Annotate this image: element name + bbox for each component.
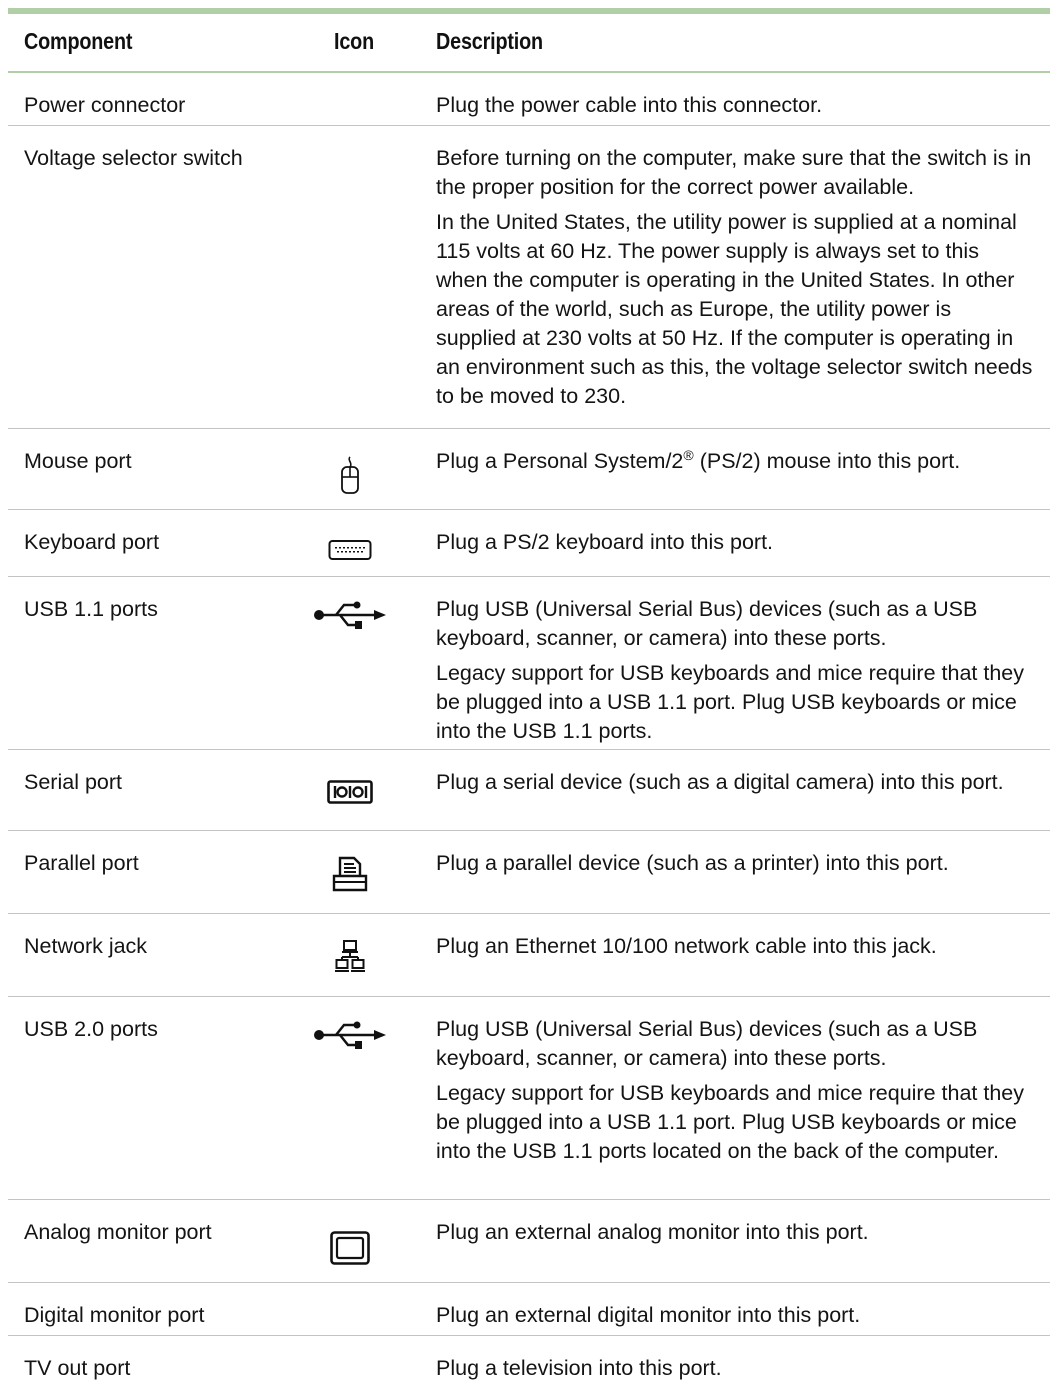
component-name: Digital monitor port <box>24 1303 205 1327</box>
table-row-serial-port <box>8 750 1050 831</box>
component-name: USB 2.0 ports <box>24 1017 158 1041</box>
description-text: Plug a parallel device (such as a printer) into this port. <box>436 851 949 875</box>
description-text: Plug an external analog monitor into this port. <box>436 1220 869 1244</box>
table-row-usb-1-1-ports <box>8 577 1050 750</box>
usb-icon <box>304 1015 396 1055</box>
description-text: Plug the power cable into this connector. <box>436 93 823 117</box>
component-name: Network jack <box>24 934 148 958</box>
table-row-usb-2-0-ports <box>8 997 1050 1200</box>
component-name: Power connector <box>24 93 186 117</box>
table-row-power-connector <box>8 73 1050 126</box>
table-row-digital-monitor-port <box>8 1283 1050 1336</box>
description-text: Before turning on the computer, make sure that the switch is in the proper position for the correct power available. <box>436 146 1032 199</box>
table-row-parallel-port <box>8 831 1050 914</box>
description-text: Plug a PS/2 keyboard into this port. <box>436 530 774 554</box>
component-name: Mouse port <box>24 449 132 473</box>
table-row-mouse-port <box>8 429 1050 510</box>
component-name: TV out port <box>24 1356 131 1380</box>
component-description <box>436 932 1036 967</box>
component-name: Keyboard port <box>24 530 160 554</box>
component-name: Serial port <box>24 770 122 794</box>
header-description: Description <box>436 28 543 54</box>
component-name: Parallel port <box>24 851 139 875</box>
component-description <box>436 91 1036 126</box>
description-text: Plug an external digital monitor into this port. <box>436 1303 861 1327</box>
usb-icon <box>304 595 396 635</box>
component-description <box>436 768 1036 803</box>
description-text: Plug USB (Universal Serial Bus) devices (such as a USB keyboard, scanner, or camera) into these ports. <box>436 597 978 650</box>
table-row-network-jack <box>8 914 1050 997</box>
header-icon: Icon <box>334 28 374 54</box>
component-description <box>436 1354 1036 1389</box>
component-name: Voltage selector switch <box>24 146 243 170</box>
component-description <box>436 528 1036 563</box>
component-description <box>436 1218 1036 1253</box>
mouse-icon <box>304 453 396 497</box>
component-description <box>436 849 1036 884</box>
description-text: Plug USB (Universal Serial Bus) devices (such as a USB keyboard, scanner, or camera) into these ports. <box>436 1017 978 1070</box>
table-header-row <box>8 16 1050 73</box>
table-row-voltage-selector <box>8 126 1050 429</box>
description-text: In the United States, the utility power is supplied at a nominal 115 volts at 60 Hz. The power supply is always set to this when the computer is operating in the United States. In other areas of the world, such as Europe, the utility power is supplied at 230 volts at 50 Hz. If the computer is operating in an environment such as this, the voltage selector switch needs to be moved to 230. <box>436 210 1033 408</box>
table-row-tv-out-port <box>8 1336 1050 1388</box>
description-text: Plug a serial device (such as a digital camera) into this port. <box>436 770 1004 794</box>
component-description <box>436 447 1036 482</box>
description-text: Legacy support for USB keyboards and mice require that they be plugged into a USB 1.1 port. Plug USB keyboards or mice into the USB 1.1 ports. <box>436 661 1024 743</box>
component-description <box>436 144 1036 417</box>
description-text: Plug a Personal System/2® (PS/2) mouse into this port. <box>436 446 961 473</box>
table-row-keyboard-port <box>8 510 1050 577</box>
serial-port-icon <box>304 780 396 804</box>
description-text: Plug an Ethernet 10/100 network cable into this jack. <box>436 934 937 958</box>
component-description <box>436 1301 1036 1336</box>
keyboard-icon <box>304 538 396 562</box>
table-top-rule <box>8 8 1050 14</box>
description-text: Plug a television into this port. <box>436 1356 722 1380</box>
monitor-icon <box>304 1230 396 1266</box>
printer-icon <box>304 853 396 895</box>
component-name: USB 1.1 ports <box>24 597 158 621</box>
header-component: Component <box>24 28 133 54</box>
component-table <box>8 8 1050 1388</box>
table-row-analog-monitor-port <box>8 1200 1050 1283</box>
network-icon <box>304 938 396 976</box>
component-name: Analog monitor port <box>24 1220 212 1244</box>
description-text: Legacy support for USB keyboards and mice require that they be plugged into a USB 1.1 port. Plug USB keyboards or mice into the USB 1.1 ports located on the back of the computer. <box>436 1081 1024 1163</box>
component-description <box>436 1015 1036 1172</box>
component-description <box>436 595 1036 752</box>
